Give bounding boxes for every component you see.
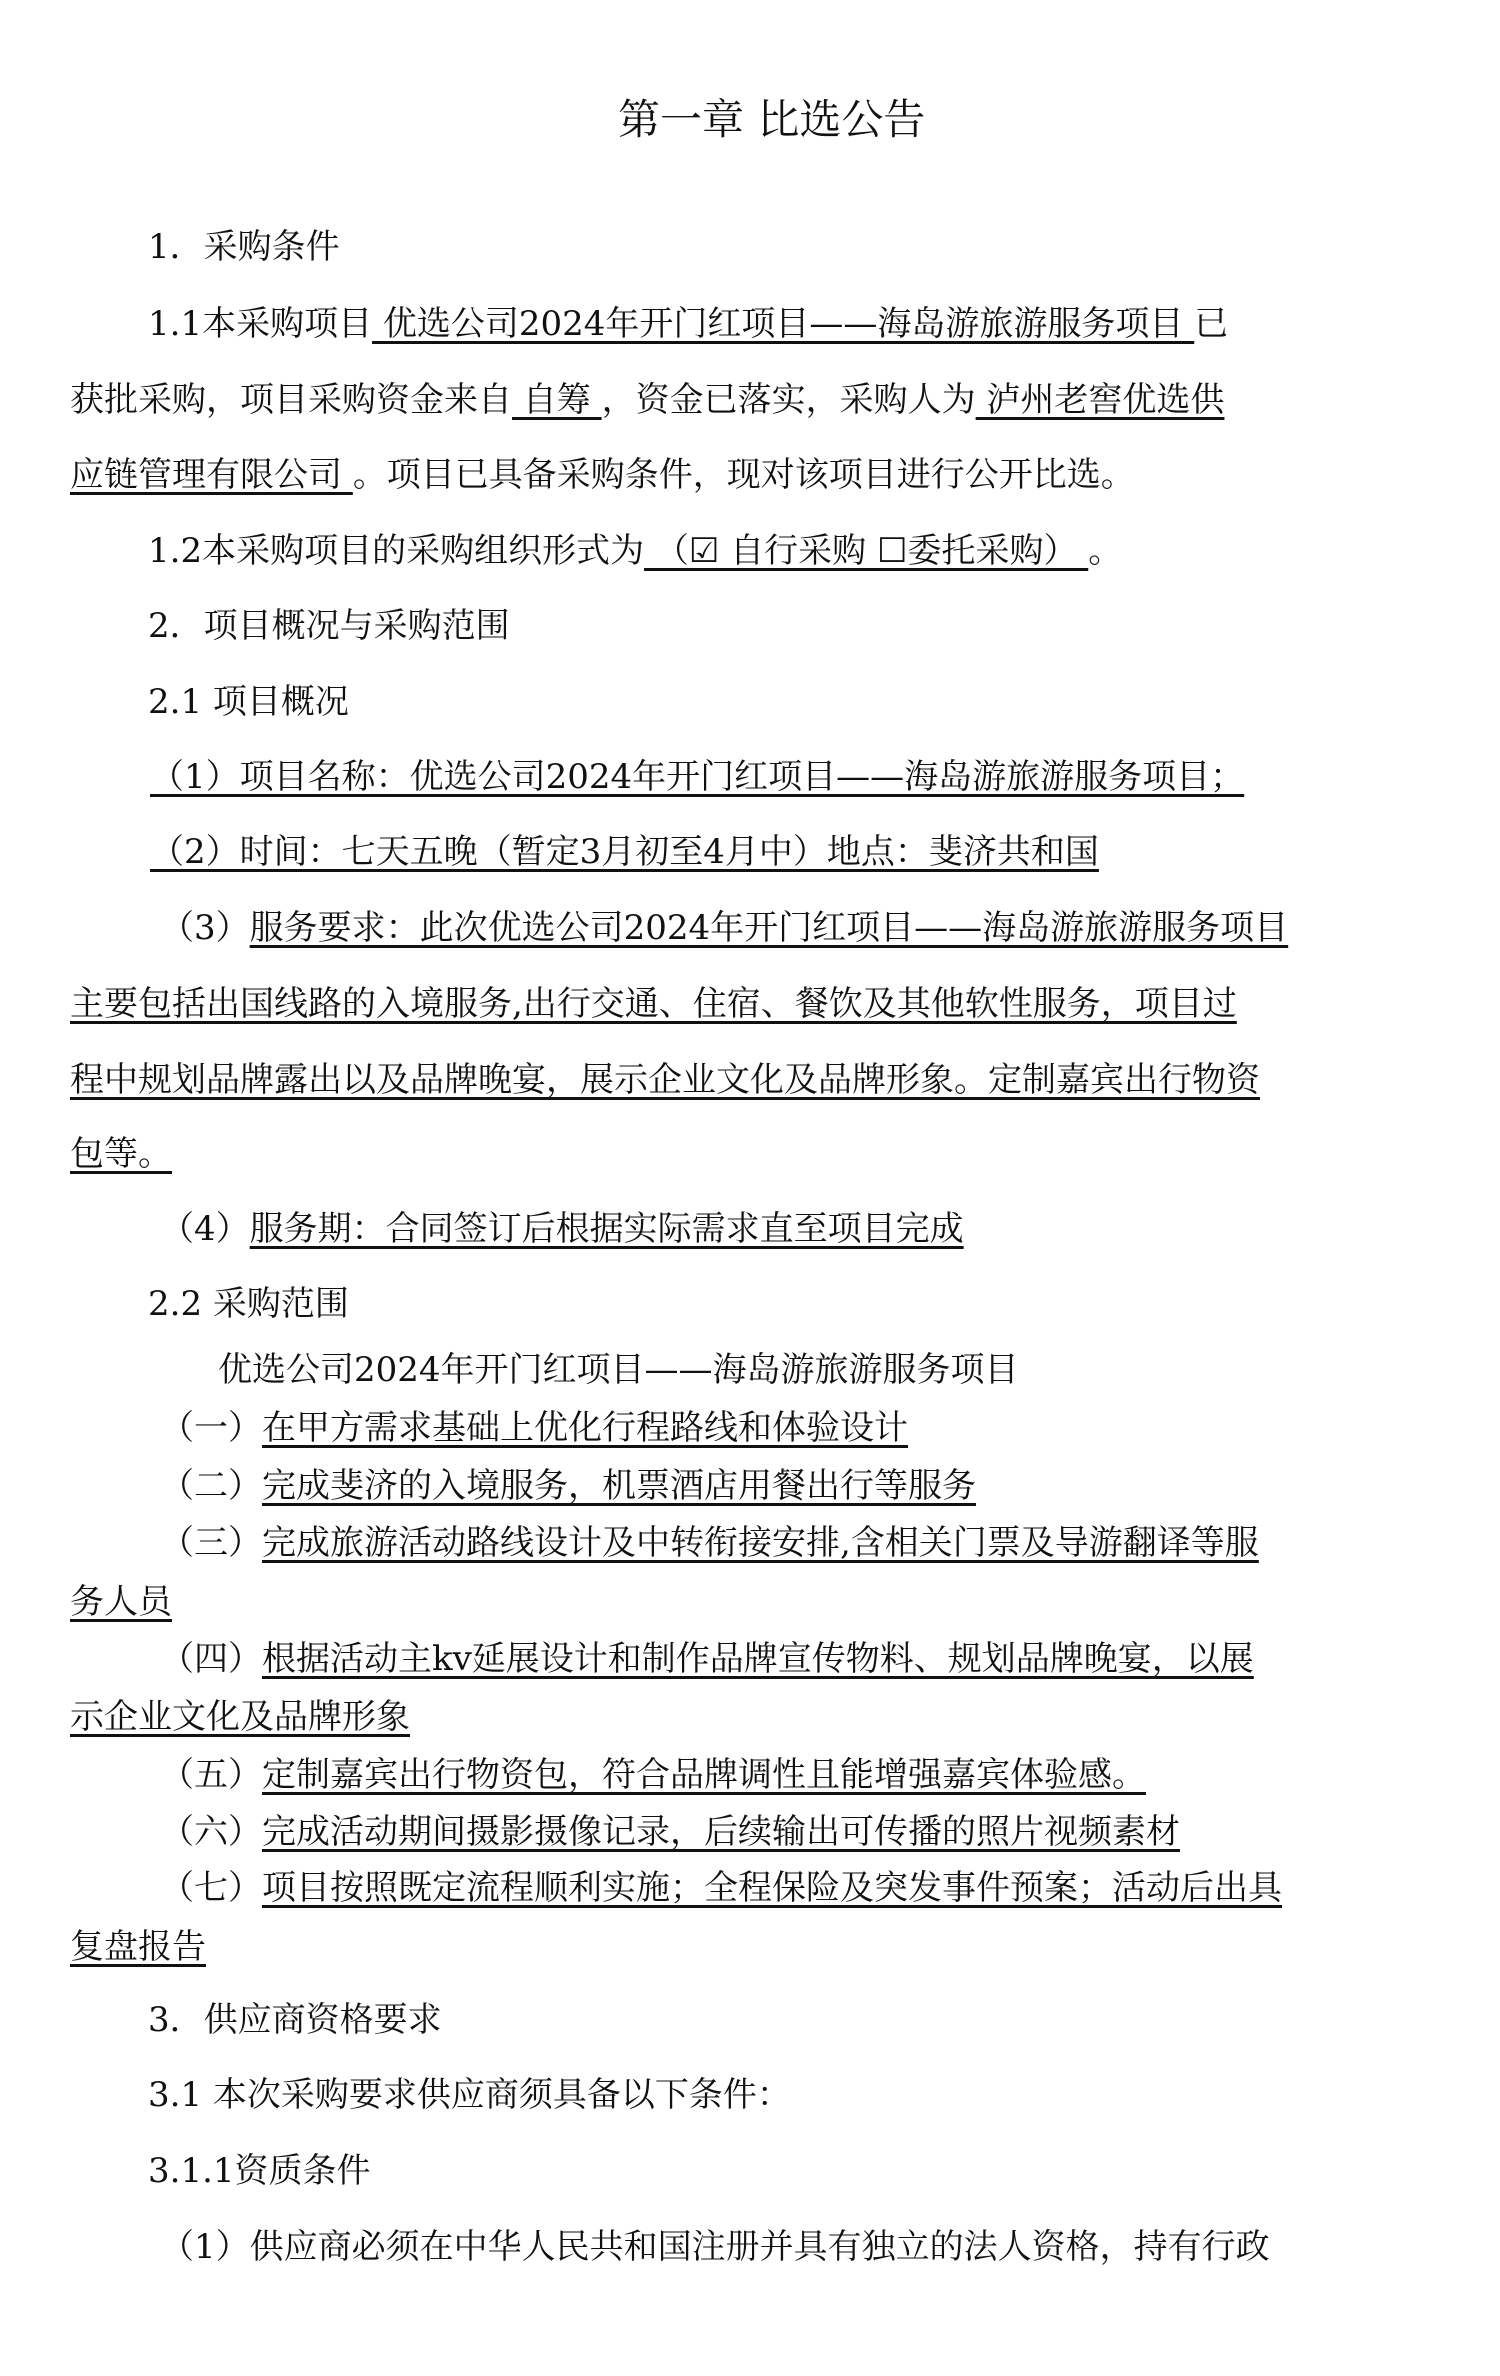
scope-item [160, 1866, 1282, 1910]
p11-text: ，资金已落实，采购人为 [601, 380, 976, 420]
buyer-field: 泸州老窖优选供 [975, 380, 1225, 420]
scope-number: （二） [160, 1466, 262, 1506]
overview-item-3-line-4: 包等。 [70, 1134, 172, 1174]
scope-number: （六） [160, 1812, 262, 1852]
item-number: （3） [160, 908, 250, 948]
scope-text: 完成斐济的入境服务，机票酒店用餐出行等服务 [262, 1466, 976, 1506]
scope-text: 在甲方需求基础上优化行程路线和体验设计 [262, 1408, 908, 1448]
scope-number: （三） [160, 1523, 262, 1563]
p11-text: 获批采购，项目采购资金来自 [70, 380, 512, 420]
buyer-field-continued: 应链管理有限公司 [70, 455, 353, 495]
p12-end: 。 [1088, 531, 1123, 571]
scope-item [160, 1753, 1146, 1797]
scope-item [160, 1464, 976, 1508]
project-name-field: 优选公司2024年开门红项目——海岛游旅游服务项目 [372, 304, 1195, 344]
scope-text: 定制嘉宾出行物资包，符合品牌调性且能增强嘉宾体验感。 [262, 1755, 1146, 1795]
paragraph-1-1-line-2 [70, 378, 1224, 422]
scope-text: 完成活动期间摄影摄像记录，后续输出可传播的照片视频素材 [262, 1812, 1180, 1852]
scope-item-continued: 务人员 [70, 1582, 172, 1622]
subsection-2-2: 2.2 采购范围 [148, 1284, 349, 1324]
paragraph-1-1-line-1 [148, 302, 1228, 346]
overview-item-3-line-3: 程中规划品牌露出以及品牌晚宴，展示企业文化及品牌形象。定制嘉宾出行物资 [70, 1060, 1260, 1100]
section-heading-procurement-conditions: 1．采购条件 [148, 227, 340, 267]
overview-item-project-name: （1）项目名称：优选公司2024年开门红项目——海岛游旅游服务项目； [150, 757, 1245, 797]
overview-item-time-location: （2）时间：七天五晚（暂定3月初至4月中）地点：斐济共和国 [150, 832, 1099, 872]
p11-prefix: 1.1本采购项目 [148, 304, 373, 344]
paragraph-1-2 [148, 529, 1122, 573]
p12-prefix: 1.2本采购项目的采购组织形式为 [148, 531, 645, 571]
qualification-item-1: （1）供应商必须在中华人民共和国注册并具有独立的法人资格，持有行政 [160, 2227, 1270, 2267]
scope-text: 根据活动主kv延展设计和制作品牌宣传物料、规划品牌晚宴，以展 [262, 1639, 1254, 1679]
service-requirements-text: 服务要求：此次优选公司2024年开门红项目——海岛游旅游服务项目 [249, 908, 1289, 948]
paragraph-1-1-line-3 [70, 453, 1135, 497]
section-heading-supplier-qualifications: 3．供应商资格要求 [148, 2000, 442, 2040]
scope-number: （一） [160, 1408, 262, 1448]
scope-item-continued: 复盘报告 [70, 1927, 206, 1967]
subsection-2-1: 2.1 项目概况 [148, 682, 349, 722]
scope-number: （五） [160, 1755, 262, 1795]
scope-item [160, 1637, 1254, 1681]
section-heading-overview-scope: 2．项目概况与采购范围 [148, 606, 510, 646]
procurement-form-checkboxes: （☑ 自行采购 ☐委托采购） [644, 531, 1089, 571]
scope-item [160, 1521, 1259, 1565]
overview-item-3-line-2: 主要包括出国线路的入境服务,出行交通、住宿、餐饮及其他软性服务，项目过 [70, 984, 1237, 1024]
scope-number: （四） [160, 1639, 262, 1679]
subsection-3-1: 3.1 本次采购要求供应商须具备以下条件： [148, 2075, 791, 2115]
scope-item [160, 1810, 1180, 1854]
scope-text: 完成旅游活动路线设计及中转衔接安排,含相关门票及导游翻译等服 [262, 1523, 1259, 1563]
p11-line3-end: 。项目已具备采购条件，现对该项目进行公开比选。 [352, 455, 1135, 495]
scope-text: 项目按照既定流程顺利实施；全程保险及突发事件预案；活动后出具 [262, 1868, 1282, 1908]
fund-source-field: 自筹 [512, 380, 602, 420]
overview-item-3-line-1 [160, 906, 1288, 950]
service-period-text: 服务期：合同签订后根据实际需求直至项目完成 [249, 1209, 964, 1249]
overview-item-service-period [160, 1207, 964, 1251]
scope-title: 优选公司2024年开门红项目——海岛游旅游服务项目 [218, 1350, 1019, 1390]
item-number: （4） [160, 1209, 250, 1249]
p11-line1-end: 已 [1194, 304, 1229, 344]
scope-item [160, 1406, 908, 1450]
scope-number: （七） [160, 1868, 262, 1908]
subsection-3-1-1: 3.1.1资质条件 [148, 2151, 371, 2191]
chapter-title: 第一章 比选公告 [618, 95, 926, 144]
scope-item-continued: 示企业文化及品牌形象 [70, 1697, 410, 1737]
